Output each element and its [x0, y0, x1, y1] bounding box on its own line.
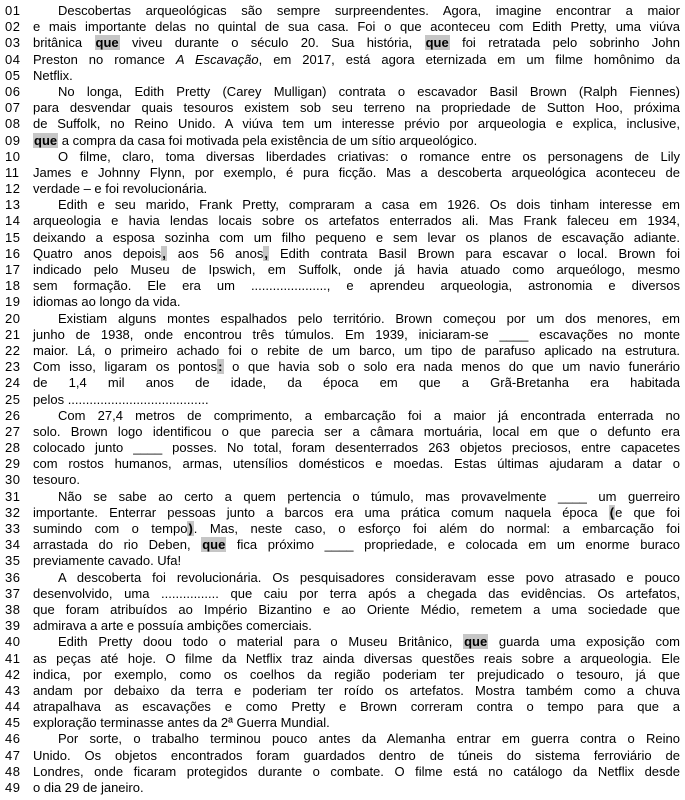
line-text: [33, 359, 680, 375]
text-line: [0, 84, 685, 100]
line-text: [33, 651, 680, 667]
line-number: 36: [5, 569, 21, 585]
line-text: [33, 278, 680, 294]
text-segment: solo. Brown logo identificou o que parecia ser a câmara mortuária, local em que o defunto era: [33, 423, 680, 439]
text-segment: Preston no romance: [33, 51, 176, 67]
line-number: 33: [5, 521, 21, 536]
line-number: 14: [5, 213, 21, 229]
text-segment: , em 2017, está agora eternizada em um filme homônimo da: [258, 51, 680, 67]
line-text: [33, 586, 680, 602]
line-text: [33, 181, 680, 197]
text-line: [0, 748, 685, 764]
text-segment: a compra da casa foi motivada pela existência de um sítio arqueológico.: [58, 132, 478, 148]
line-number: 48: [5, 763, 21, 779]
text-line: [0, 68, 685, 84]
line-number: 47: [5, 747, 21, 763]
text-line: [0, 52, 685, 68]
text-segment: sumindo com o tempo: [33, 521, 188, 536]
text-segment: verdade – e foi revolucionária.: [33, 181, 208, 197]
line-number: 01: [5, 3, 21, 18]
text-segment: Edith contrata Basil Brown para escavar o local. Brown foi: [268, 245, 680, 261]
line-text: [33, 715, 680, 731]
text-segment: Com 27,4 metros de comprimento, a embarcação foi a maior já encontrada enterrada no: [58, 407, 680, 423]
text-segment: James e Johnny Flynn, por exemplo, é pura ficção. Mas a descoberta arqueológica aconteceu de: [33, 164, 680, 180]
text-segment: as peças até hoje. O filme da Netflix traz ainda diversas questões reais sobre a arqueologia. Ele: [33, 650, 680, 666]
text-line: [0, 246, 685, 262]
line-number: 49: [5, 780, 21, 795]
line-text: [33, 213, 680, 229]
text-line: [0, 100, 685, 116]
text-line: [0, 424, 685, 440]
text-segment: Unido. Os objetos encontrados foram guardados dentro de túneis do sistema ferroviário de: [33, 747, 680, 763]
text-lines: [0, 3, 685, 796]
text-segment: colocado junto ____ posses. No total, foram desenterrados 263 objetos preciosos, entre capacetes: [33, 440, 680, 456]
text-line: [0, 505, 685, 521]
line-number: 28: [5, 440, 21, 456]
line-text: [33, 424, 680, 440]
line-text: [33, 489, 680, 505]
text-line: [0, 521, 685, 537]
text-segment: que foram atribuídos ao Império Bizantino e ao Oriente Médio, remetem a uma sociedade que: [33, 601, 680, 617]
highlighted-text: ,: [162, 245, 166, 261]
line-text: [33, 764, 680, 780]
text-segment: arrastada do rio Deben,: [33, 537, 202, 553]
text-segment: o dia 29 de janeiro.: [33, 780, 144, 795]
line-text: [33, 197, 680, 213]
text-line: [0, 327, 685, 343]
text-line: [0, 570, 685, 586]
line-number: 05: [5, 67, 21, 83]
text-segment: de 1,4 mil anos de idade, da época em que a Grã-Bretanha era habitada: [33, 375, 680, 391]
line-number: 06: [5, 83, 21, 99]
text-segment: e que foi: [615, 504, 680, 520]
text-line: [0, 294, 685, 310]
text-segment: viveu durante o século 20. Sua história,: [119, 35, 425, 51]
text-line: [0, 230, 685, 246]
text-line: [0, 456, 685, 472]
line-text: [33, 392, 680, 408]
line-text: [33, 100, 680, 116]
line-text: [33, 246, 680, 262]
text-line: [0, 667, 685, 683]
text-line: [0, 133, 685, 149]
line-number: 17: [5, 262, 21, 277]
line-text: [33, 116, 680, 132]
text-segment: No longa, Edith Pretty (Carey Mulligan) contrata o escavador Basil Brown (Ralph Fiennes): [58, 83, 680, 99]
text-line: [0, 213, 685, 229]
text-line: [0, 278, 685, 294]
text-segment: Existiam alguns montes espalhados pelo território. Brown começou por um dos menores, em: [58, 310, 680, 326]
text-line: [0, 537, 685, 553]
text-line: [0, 408, 685, 424]
text-segment: atrapalhava as escavações e como Pretty e Brown correram contra o tempo para que a: [33, 699, 680, 715]
line-text: [33, 262, 680, 278]
line-text: [33, 683, 680, 699]
text-segment: admirava a arte e possuía ambições comerciais.: [33, 618, 312, 634]
highlighted-text: que: [202, 537, 226, 553]
line-text: [33, 84, 680, 100]
line-number: 21: [5, 326, 21, 342]
text-segment: Edith e seu marido, Frank Pretty, compraram a casa em 1926. Os dois tinham interesse em: [58, 197, 680, 213]
text-line: [0, 731, 685, 747]
text-segment: com rostos humanos, armas, utensílios domésticos e moedas. Estas últimas ajudaram a datar o: [33, 456, 680, 472]
line-text: [33, 440, 680, 456]
line-text: [33, 748, 680, 764]
line-text: [33, 52, 680, 68]
line-text: [33, 731, 680, 747]
text-line: [0, 19, 685, 35]
line-text: [33, 505, 680, 521]
line-number: 32: [5, 504, 21, 520]
text-segment: previamente cavado. Ufa!: [33, 553, 182, 569]
text-line: [0, 3, 685, 19]
line-number: 40: [5, 634, 21, 650]
line-number: 11: [5, 164, 20, 180]
text-segment: O filme, claro, toma diversas liberdades criativas: o romance entre os personagens de Lily: [58, 148, 680, 164]
text-segment: Com isso, ligaram os pontos: [33, 359, 218, 375]
text-segment: britânica: [33, 35, 95, 51]
text-line: [0, 343, 685, 359]
text-line: [0, 311, 685, 327]
line-text: [33, 456, 680, 472]
text-segment: A descoberta foi revolucionária. Os pesquisadores consideravam esse povo atrasado e pouco: [58, 569, 680, 585]
line-number: 10: [5, 148, 21, 164]
highlighted-text: que: [95, 35, 119, 51]
line-number: 34: [5, 537, 21, 553]
text-segment: Por sorte, o trabalho terminou pouco antes da Alemanha entrar em guerra contra o Reino: [58, 731, 680, 747]
line-text: [33, 408, 680, 424]
line-number: 22: [5, 342, 21, 358]
text-line: [0, 359, 685, 375]
line-number: 09: [5, 132, 21, 148]
text-line: [0, 715, 685, 731]
text-line: [0, 116, 685, 132]
line-text: [33, 699, 680, 715]
text-segment: indica, por exemplo, como os coelhos da região poderiam ter prejudicado o tesouro, já que: [33, 666, 680, 682]
text-segment: aos 56 anos: [166, 245, 264, 261]
line-number: 24: [5, 375, 21, 391]
text-line: [0, 472, 685, 488]
text-line: [0, 197, 685, 213]
line-number: 41: [5, 650, 21, 666]
line-number: 44: [5, 699, 21, 715]
line-number: 35: [5, 553, 21, 569]
line-number: 29: [5, 456, 21, 472]
line-text: [33, 553, 680, 569]
line-number: 04: [5, 51, 21, 67]
highlighted-text: ): [188, 521, 193, 536]
text-line: [0, 699, 685, 715]
line-text: [33, 149, 680, 165]
highlighted-text: que: [464, 634, 488, 650]
line-text: [33, 68, 680, 84]
text-segment: andam por debaixo da terra e poderiam ter roído os artefatos. Mostra também como a chuva: [33, 682, 680, 698]
line-text: [33, 294, 680, 310]
text-segment: Edith Pretty doou todo o material para o Museu Britânico,: [58, 634, 464, 650]
text-segment: importante. Enterrar pessoas junto a barcos era uma prática comum naquela época: [33, 504, 609, 520]
line-number: 16: [5, 245, 21, 261]
text-segment: o que havia sob o solo era nada menos do que um navio funerário: [223, 359, 680, 375]
line-number: 37: [5, 585, 21, 601]
text-segment: indicado pelo Museu de Ipswich, em Suffolk, onde já havia atuado como arqueólogo, mesmo: [33, 262, 680, 277]
line-number: 39: [5, 618, 21, 634]
text-line: [0, 181, 685, 197]
text-segment: guarda uma exposição com: [488, 634, 681, 650]
highlighted-text: que: [425, 35, 449, 51]
text-line: [0, 780, 685, 796]
text-segment: . Mas, neste caso, o esforço foi além do normal: a embarcação foi: [193, 521, 680, 536]
highlighted-text: :: [218, 359, 223, 375]
text-segment: para desvendar quais tesouros existem sob seu terreno na propriedade de Sutton Hoo, próxima: [33, 100, 680, 116]
text-line: [0, 35, 685, 51]
text-line: [0, 165, 685, 181]
line-text: [33, 343, 680, 359]
line-number: 38: [5, 601, 21, 617]
line-number: 25: [5, 391, 21, 407]
text-line: [0, 489, 685, 505]
line-text: [33, 537, 680, 553]
text-segment: exploração terminasse antes da 2ª Guerra Mundial.: [33, 715, 330, 731]
text-line: [0, 618, 685, 634]
line-number: 20: [5, 310, 21, 326]
text-segment: Londres, onde ficaram protegidos durante o combate. O filme está no catálogo da Netflix desde: [33, 763, 680, 779]
line-number: 03: [5, 35, 21, 51]
line-number: 45: [5, 715, 21, 731]
text-segment: arqueologia e havia lendas locais sobre os artefatos enterrados ali. Mas Frank faleceu em 1934,: [33, 213, 680, 229]
text-segment: junho de 1938, onde encontrou três túmulos. Em 1939, iniciaram-se ____ escavações no monte: [33, 326, 680, 342]
line-text: [33, 133, 680, 149]
highlighted-text: que: [34, 132, 58, 148]
line-number: 30: [5, 472, 21, 488]
text-line: [0, 651, 685, 667]
line-text: [33, 521, 680, 537]
line-text: [33, 472, 680, 488]
line-number: 08: [5, 116, 21, 132]
line-text: [33, 35, 680, 51]
line-text: [33, 3, 680, 19]
text-segment: sem formação. Ele era um ....................., e aprendeu arqueologia, astronomia e diversos: [33, 278, 680, 294]
line-text: [33, 780, 680, 796]
line-text: [33, 618, 680, 634]
text-segment: fica próximo ____ propriedade, e colocada em um enorme buraco: [226, 537, 680, 553]
italic-text: A Escavação: [175, 51, 259, 67]
text-segment: e mais importante delas no quintal de sua casa. Foi o que aconteceu com Edith Pretty, uma viúva: [33, 19, 680, 35]
text-segment: idiomas ao longo da vida.: [33, 294, 181, 310]
text-segment: Netflix.: [33, 67, 73, 83]
text-segment: de Suffolk, no Reino Unido. A viúva tem um interesse prévio por arqueologia e explica, inclusive,: [33, 116, 680, 132]
text-line: [0, 602, 685, 618]
line-text: [33, 634, 680, 650]
text-segment: Descobertas arqueológicas são sempre surpreendentes. Agora, imagine encontrar a maior: [58, 3, 680, 18]
line-number: 42: [5, 666, 21, 682]
line-number: 43: [5, 682, 21, 698]
text-line: [0, 392, 685, 408]
line-number: 19: [5, 294, 21, 310]
text-line: [0, 683, 685, 699]
line-number: 31: [5, 488, 21, 504]
line-text: [33, 570, 680, 586]
text-line: [0, 440, 685, 456]
text-segment: desenvolvido, uma ................ que caiu por terra após a chegada das evidências. Os artefatos,: [33, 585, 680, 601]
line-number: 26: [5, 407, 21, 423]
text-segment: foi retratada pelo sobrinho John: [449, 35, 680, 51]
text-segment: Não se sabe ao certo a quem pertencia o túmulo, mas provavelmente ____ um guerreiro: [58, 488, 680, 504]
text-segment: tesouro.: [33, 472, 80, 488]
line-number: 23: [5, 359, 21, 375]
text-line: [0, 764, 685, 780]
line-number: 12: [5, 181, 21, 197]
line-text: [33, 602, 680, 618]
text-line: [0, 553, 685, 569]
line-number: 18: [5, 278, 21, 294]
highlighted-text: (: [609, 504, 615, 520]
highlighted-text: ,: [264, 245, 268, 261]
line-text: [33, 375, 680, 391]
text-line: [0, 634, 685, 650]
text-line: [0, 149, 685, 165]
line-text: [33, 19, 680, 35]
text-line: [0, 262, 685, 278]
line-number: 46: [5, 731, 21, 747]
text-line: [0, 586, 685, 602]
line-text: [33, 311, 680, 327]
text-segment: deixando a esposa sozinha com um filho pequeno e sem levar os planos de escavação adiante.: [33, 229, 680, 245]
line-text: [33, 667, 680, 683]
text-line: [0, 375, 685, 391]
line-number: 02: [5, 19, 21, 35]
line-text: [33, 230, 680, 246]
line-number: 07: [5, 100, 21, 116]
line-number: 27: [5, 423, 21, 439]
line-number: 15: [5, 229, 21, 245]
text-segment: maior. Lá, o primeiro achado foi o rebite de um barco, um tipo de parafuso aplicado na estrutura.: [33, 342, 680, 358]
line-text: [33, 327, 680, 343]
text-segment: Quatro anos depois: [33, 245, 162, 261]
line-number: 13: [5, 197, 21, 213]
text-segment: pelos .......................................: [33, 391, 209, 407]
line-text: [33, 165, 680, 181]
